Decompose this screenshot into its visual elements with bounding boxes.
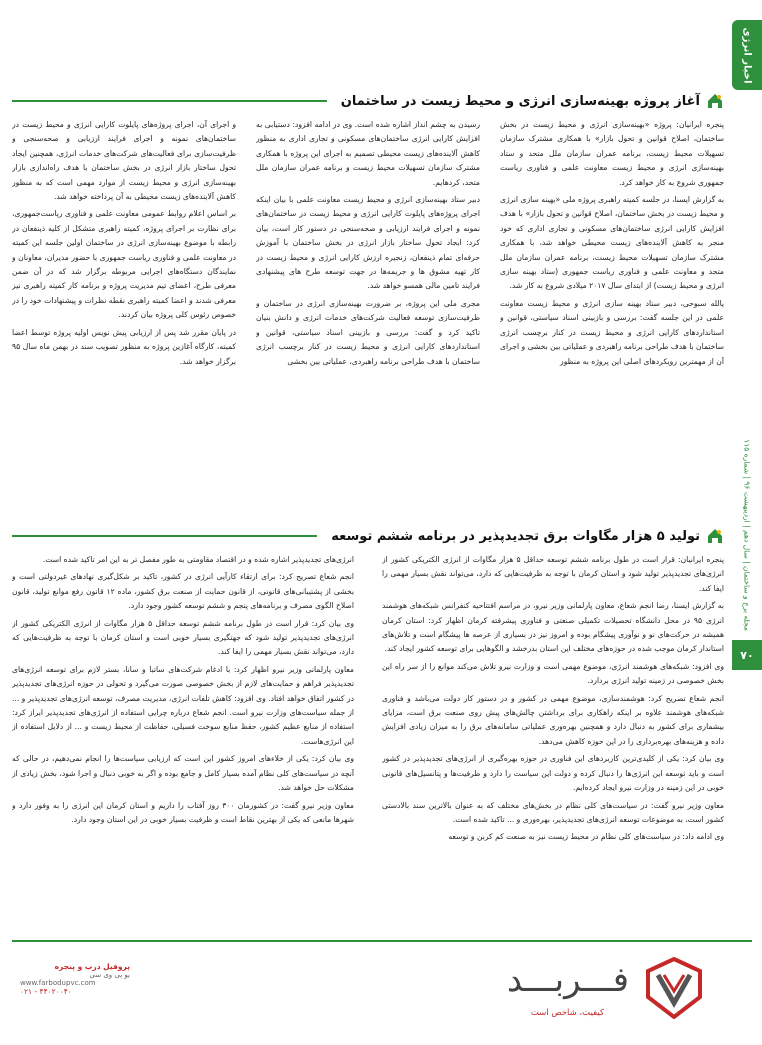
ad-line1: پروفیل درب و پنجره (54, 962, 130, 971)
section-tab (732, 20, 762, 90)
logo-wordmark: فـــربـــد (506, 960, 629, 1000)
article1-heading (12, 90, 724, 112)
article1-title: آغاز پروژه بهینه‌سازی انرژی و محیط زیست در ساختمان (340, 93, 700, 109)
paragraph: وی افزود: شبکه‌های هوشمند انرژی، موضوع مهمی است و وزارت نیرو تلاش می‌کند موانع را از سر راه این بخش خصوصی در زمینه تولید انرژی بردارد. (382, 661, 724, 686)
article1-columns (12, 118, 724, 513)
paragraph: وی بیان کرد: قرار است در طول برنامه ششم توسعه حداقل ۵ هزار مگاوات از انرژی الکتریکی کشور از انرژی‌های تجدیدپذیر تولید شود که جهتگیری بسیار خوبی است و استان کرمان با توجه به ظرفیت‌هایی که دارد، می‌تواند نقش بسیار مهمی را ایفا کند. (12, 618, 354, 657)
article1-col1 (500, 118, 724, 513)
logo-slogan: کیفیت، شاخص است (530, 1008, 604, 1018)
paragraph: به گزارش ایسنا، رضا انجم شعاع، معاون پارلمانی وزیر نیرو، در مراسم افتتاحیه کنفرانس شبکه‌های هوشمند انرژی ۹۵ در محل دانشگاه تحصیلات تکمیلی صنعتی و فناوری پیشرفته کرمان اظهار کرد: استان کرمان همیشه در حرکت‌های نو و نوآوری پیشگام بوده و امروز نیز در بسیاری از عرصه ها پیشگام است و تلاش‌های استاندار کرمان موجب شده در حوزه‌های مختلف این استان بدرخشد و الگوهایی برای توسعه کشور ایجاد کند. (382, 601, 724, 654)
footer-ad (12, 952, 724, 1032)
paragraph: معاون وزیر نیرو گفت: در کشورمان ۳۰۰ روز آفتاب را داریم و استان کرمان این انرژی را به وفور دارد و شهرها مانعی که یکی از بهترین نقاط است و ظرفیت بسیار خوبی در این استان وجود دارد. (12, 800, 354, 824)
page-content (12, 90, 724, 938)
article2-title: تولید ۵ هزار مگاوات برق تجدیدپذیر در برنامه ششم توسعه (331, 528, 700, 544)
paragraph: رسیدن به چشم انداز اشاره شده است. وی در ادامه افزود: دستیابی به افزایش کارایی انرژی ساختمان‌های مسکونی و تجاری اداری به منظور کاهش آلاینده‌های زیست محیطی تصمیم به اجرای این پروژه با همکاری مشترک سازمان تسهیلات محیط زیست و برنامه عمران سازمان ملل متحد، کردهایم. (256, 120, 480, 187)
paragraph: مجری ملی این پروژه، بر ضرورت بهینه‌سازی انرژی در ساختمان و ظرفیت‌سازی توسعه فعالیت شرکت‌های خدمات انرژی و دانش بنیان تاکید کرد و گفت: بررسی و بازبینی اسناد سیاستی، قوانین و استانداردهای کارایی انرژی و محیط زیست در کنار برچسب انرژی ساختمان با هدف طراحی برنامه راهبردی، عملیاتی بین بخشی (256, 298, 480, 366)
farbod-logo-icon (644, 957, 704, 1019)
paragraph: و اجرای آن، اجرای پروژه‌های پایلوت کارایی انرژی و محیط زیست در ساختمان‌های نمونه و اجرای فرایند ارزیابی و صحه‌سنجی و ظرفیت‌سازی برای فعالیت‌های شرکت‌های خدمات انرژی، همچنین ایجاد تحول ساختار بازار انرژی در بخش ساختمان با هدف راه‌اندازی بازار بهینه‌سازی انرژی و محیط زیست از موارد مهمی است که به منظور کاهش آلاینده‌های زیست محیطی به آن پرداخته خواهد شد. (12, 120, 236, 202)
running-head-text: مجله برج و ساختمان | سال دهم | اردیبهشت ۹۶ | شماره ۱۱۵ (742, 439, 752, 631)
paragraph: پنجره ایرانیان: قرار است در طول برنامه ششم توسعه حداقل ۵ هزار مگاوات از انرژی الکتریکی کشور از انرژی‌های تجدیدپذیر تولید شود و استان کرمان با توجه به ظرفیت‌هایی که دارد، می‌تواند نقش بسیار مهمی را ایفا کند. (382, 555, 724, 593)
paragraph: یالله سبوحی، دبیر ستاد بهینه سازی انرژی و محیط زیست معاونت علمی در این جلسه گفت: بررسی و بازبینی اسناد سیاستی، قوانین و استانداردهای کارایی انرژی و محیط زیست در کنار برچسب انرژی ساختمان با هدف طراحی برنامه راهبردی و عملیاتی بین بخشی و اجرای آن از مهمترین رویکردهای اصلی این پروژه به منظور (500, 298, 724, 366)
house-leaf-icon (706, 92, 724, 110)
article2-columns (12, 553, 724, 938)
ad-phone: ۰۲۱ - ۴۴۰۲۰۰۴۰ (20, 987, 72, 996)
paragraph: به گزارش ایسنا، در جلسه کمیته راهبری پروژه ملی «بهینه سازی انرژی و محیط زیست در بخش ساختمان، اصلاح قوانین و تحول بازار» با هدف افزایش کارایی انرژی ساختمان‌های مسکونی و تجاری اداری که خود منجر به کاهش آلاینده‌های زیست محیطی خواهد شد، با همکاری مشترک سازمان تسهیلات محیط زیست، برنامه عمران سازمان ملل متحد و معاونت علمی و فناوری ریاست جمهوری (ستاد بهینه سازی انرژی و محیط زیست) از ابتدای سال ۲۰۱۷ میلادی شروع به کار شد. (500, 195, 724, 291)
paragraph: وی بیان کرد: یکی از کلیدی‌ترین کاربردهای این فناوری در حوزه بهره‌گیری از انرژی‌های تجدیدپذیر در کشور است و باید توسعه این انرژی‌ها را دنبال کرده و دولت این سیاست را دارد و ظرفیت‌ها و پتانسیل‌های قانونی خوبی در این زمینه در وزارت نیرو ایجاد کرده‌ایم. (382, 754, 724, 793)
paragraph: معاون وزیر نیرو گفت: در سیاست‌های کلی نظام در بخش‌های مختلف که به عنوان بالاترین سند بالادستی کشور است، به موضوعات توسعه انرژی‌های تجدیدپذیر، بهره‌وری و ... تاکید شده است. (382, 800, 724, 824)
ad-contact (20, 962, 130, 996)
paragraph: معاون پارلمانی وزیر نیرو اظهار کرد: با ادغام شرکت‌های ساتبا و سانا، بستر لازم برای توسعه انرژی‌های تجدیدپذیر فراهم و حمایت‌های لازم از بخش خصوصی صورت می‌گیرد و تحولی در حوزه انرژی‌های تجدیدپذیر در کشور اتفاق خواهد افتاد. وی افزود: کاهش تلفات انرژی، مدیریت مصرف، توسعه انرژی‌های تجدیدپذیر و ... از جمله سیاست‌های وزارت نیرو است. انجم شعاع درباره چرایی استفاده از انرژی‌های تجدیدپذیر ابراز کرد: استفاده از منابع عظیم کشور، حفظ منابع سوخت فسیلی، حفاظت از محیط زیست و ... از دلایل استفاده از این انرژی‌هاست. (12, 664, 354, 746)
ad-web: www.farbodupvc.com (20, 979, 96, 987)
article1-col3 (12, 118, 236, 513)
ad-line2: یو پی وی سی (89, 971, 130, 979)
paragraph: پنجره ایرانیان: پروژه «بهینه‌سازی انرژی و محیط زیست در بخش ساختمان، اصلاح قوانین و تحول بازار» با همکاری مشترک سازمان تسهیلات محیط زیست، برنامه عمران سازمان ملل متحد و ستاد بهینه‌سازی انرژی و محیط زیست معاونت علمی و فناوری ریاست جمهوری شروع به کار خواهد کرد. (500, 120, 724, 187)
paragraph: دبیر ستاد بهینه‌سازی انرژی و محیط زیست معاونت علمی با بیان اینکه اجرای پروژه‌های پایلوت کارایی انرژی و محیط زیست در ساختمان‌های نمونه و اجرای فرایند ارزیابی و صحه‌سنجی در دستور کار است، بیان کرد: ایجاد تحول ساختار بازار انرژی در بخش ساختمان با آموزش حرفه‌ای تمام ذینفعان، زنجیره ارزش کارایی انرژی و محیط زیست در کار تهیه مشوق ها و جریمه‌ها در جهت توسعه طرح های پیشنهادی فرایند تامین مالی همسو خواهد شد. (256, 195, 480, 291)
paragraph: انرژی‌های تجدیدپذیر اشاره شده و در اقتصاد مقاومتی به طور مفصل تر به این امر تاکید شده است. (42, 555, 354, 564)
running-head (739, 410, 755, 660)
paragraph: وی ادامه داد: در سیاست‌های کلی نظام در محیط زیست نیز به صنعت کم کربن و توسعه (448, 832, 724, 842)
footer-rule (12, 940, 752, 942)
paragraph: انجم شعاع تصریح کرد: هوشمندسازی، موضوع مهمی در کشور و در دستور کار دولت می‌باشد و فناوری شبکه‌های هوشمند علاوه بر اینکه راهکاری برای برداشتن چالش‌های پیش روی صنعت برق است، مزایای بیشماری برای کشور به دنبال دارد و همچنین بهره‌وری عملیاتی سامانه‌های برق را به میزان زیادی افزایش داده و هزینه‌های بهره‌برداری را در این حوزه کاهش می‌دهد. (382, 693, 724, 746)
paragraph: انجم شعاع تصریح کرد: برای ارتقاء کارآیی انرژی در کشور، تاکید بر شکل‌گیری نهادهای غیردولتی است و بخشی از پشتیبانی‌های قانونی، از قانون حمایت از صنعت برق کشور، ماده ۱۲ قانون رفع موانع تولید، قانون اصلاح الگوی مصرف و برنامه‌های پنجم و ششم توسعه کشور وجود دارد. (12, 572, 354, 611)
section-tab-label: اخبار انرژی (741, 26, 753, 84)
title-rule (12, 100, 327, 102)
page-number: ۷۰ (732, 640, 762, 670)
article2-heading (12, 525, 724, 547)
house-leaf-icon (706, 527, 724, 545)
paragraph: بر اساس اعلام روابط عمومی معاونت علمی و فناوری ریاست‌جمهوری، برای نظارت بر اجرای پروژه، کمیته راهبری متشکل از کلیه ذینفعان در رابطه با موضوع بهینه‌سازی انرژی در ساختمان اولین جلسه این کمیته در معاونت علمی و فناوری ریاست جمهوری با حضور مدیران، معاونان و نمایندگان دستگاه‌های اجرایی مربوطه برگزار شد که در آن ضمن معرفی طرح، اعضای تیم مدیریت پروژه و برنامه کار کمیته راهبری نیز معرفی شدند و اعضا کمیته راهبری نقطه نظرات و پیشنهادات خود را در خصوص رئوس کلی پروژه بیان کردند. (12, 209, 236, 320)
article2-col2 (12, 553, 354, 938)
paragraph: در پایان مقرر شد پس از ارزیابی پیش نویس اولیه پروژه توسط اعضا کمیته، کارگاه آغازین پروژه به منظور تصویب سند در بهمن ماه سال ۹۵ برگزار خواهد شد. (12, 327, 236, 366)
article2-col1 (382, 553, 724, 938)
title-rule (12, 535, 317, 537)
article1-col2 (256, 118, 480, 513)
paragraph: وی بیان کرد: یکی از خلاءهای امروز کشور این است که ارزیابی سیاست‌ها را انجام نمی‌دهیم، در حالی که آنچه در سیاست‌های کلی نظام آمده بسیار کامل و جامع بوده و اگر به خوبی دنبال و اجرا شود، بخش زیادی از مشکلات حل خواهد شد. (12, 754, 354, 793)
